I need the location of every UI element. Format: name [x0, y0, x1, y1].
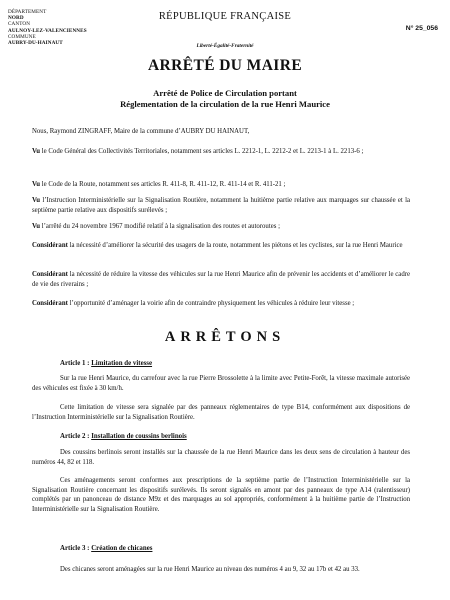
- article-2-paragraph-2: Ces aménagements seront conformes aux prescriptions de la septième partie de l’Instruction Interministérielle sur la Signalisation Routière concernant les dispositifs surélevés. Ils seront signalés en amont par des panneaux de type A14 (ralentisseur) complétés par un panonceau de distance M9z et des marquages au sol appropriés, conformément à la huitième partie de l’Instruction Interministérielle sur la Signalisation Routière.: [32, 477, 410, 513]
- document-title: ARRÊTÉ DU MAIRE: [147, 57, 303, 74]
- clause-text: l’Instruction Interministérielle sur la Signalisation Routière, notamment la huitième partie relative aux marquages sur chaussée et la septième partie relative aux dispositifs surélevés ;: [32, 197, 410, 214]
- department-label: DÉPARTEMENT: [8, 9, 47, 15]
- clause-lead: Vu: [32, 148, 41, 155]
- article-3-heading: [60, 545, 152, 552]
- clause-text: l’opportunité d’aménager la voirie afin de contraindre physiquement les véhicules à réduire leur vitesse ;: [67, 300, 355, 307]
- article-1-paragraph-2: Cette limitation de vitesse sera signalée par des panneaux réglementaires de type B14, conformément aux dispositions de l’Instruction Interministérielle sur la Signalisation Routière.: [32, 404, 410, 421]
- clause-lead: Vu: [32, 181, 41, 188]
- article-number: Article 1 :: [60, 360, 92, 367]
- article-number: Article 3 :: [60, 545, 92, 552]
- canton-name: AULNOY-LEZ-VALENCIENNES: [8, 27, 87, 34]
- clause-text: la nécessité d’améliorer la sécurité des usagers de la route, notamment les piétons et les cyclistes, sur la rue Henri Maurice: [67, 242, 403, 249]
- canton-label: CANTON: [8, 21, 31, 28]
- commune-label: COMMUNE: [8, 33, 36, 40]
- republic-motto: Liberté-Égalité-Fraternité: [196, 43, 254, 49]
- clause-5: [32, 241, 410, 251]
- clause-text: la nécessité de réduire la vitesse des véhicules sur la rue Henri Maurice afin de prévenir les accidents et d’améliorer le cadre de vie des riverains ;: [32, 271, 410, 288]
- article-1-heading: [60, 360, 152, 367]
- subtitle-line-1: Arrêté de Police de Circulation portant: [153, 88, 297, 98]
- clause-1: [32, 147, 410, 157]
- article-2-heading: [60, 433, 187, 440]
- clause-text: le Code de la Route, notamment ses articles R. 411-8, R. 411-12, R. 411-14 et R. 411-21 ;: [40, 181, 286, 188]
- commune-name: AUBRY-DU-HAINAUT: [8, 40, 63, 47]
- document-subtitle: [0, 88, 450, 109]
- clause-4: [32, 222, 410, 232]
- article-title: Installation de coussins berlinois: [91, 433, 187, 440]
- clause-text: le Code Général des Collectivités Territoriales, notamment ses articles L. 2212-1, L. 2212-2 et L. 2213-1 à L. 2213-6 ;: [40, 148, 364, 155]
- article-1-paragraph-1: Sur la rue Henri Maurice, du carrefour avec la rue Pierre Brossolette à la limite avec Petite-Forêt, la vitesse maximale autorisée des véhicules est fixée à 30 km/h.: [32, 375, 410, 392]
- intro-text: Nous, Raymond ZINGRAFF, Maire de la commune d’AUBRY DU HAINAUT,: [32, 128, 250, 135]
- clause-lead: Considérant: [32, 300, 68, 307]
- clause-lead: Vu: [32, 223, 41, 230]
- article-2-paragraph-1: Des coussins berlinois seront installés sur la chaussée de la rue Henri Maurice dans les deux sens de circulation à hauteur des numéros 44, 82 et 118.: [32, 449, 410, 466]
- article-title: Création de chicanes: [91, 545, 153, 552]
- clause-6: [32, 270, 410, 290]
- clause-3: [32, 196, 410, 216]
- clause-lead: Considérant: [32, 242, 68, 249]
- subtitle-line-2: Réglementation de la circulation de la rue Henri Maurice: [120, 98, 330, 109]
- clause-lead: Vu: [32, 197, 41, 204]
- republic-heading: RÉPUBLIQUE FRANÇAISE: [158, 11, 292, 22]
- preamble-intro: [32, 127, 410, 137]
- clause-2: [32, 180, 410, 190]
- article-number: Article 2 :: [60, 433, 92, 440]
- clause-text: l’arrêté du 24 novembre 1967 modifié relatif à la signalisation des routes et autoroutes ;: [40, 223, 280, 230]
- clause-7: [32, 299, 410, 309]
- department-name: NORD: [8, 15, 24, 22]
- arretons-heading: ARRÊTONS: [164, 329, 286, 345]
- article-title: Limitation de vitesse: [91, 360, 153, 367]
- decree-number: N° 25_056: [405, 25, 438, 32]
- article-3-paragraph-1: Des chicanes seront aménagées sur la rue Henri Maurice au niveau des numéros 4 au 9, 32 au 17b et 42 au 33.: [60, 566, 360, 573]
- clause-lead: Considérant: [32, 271, 68, 278]
